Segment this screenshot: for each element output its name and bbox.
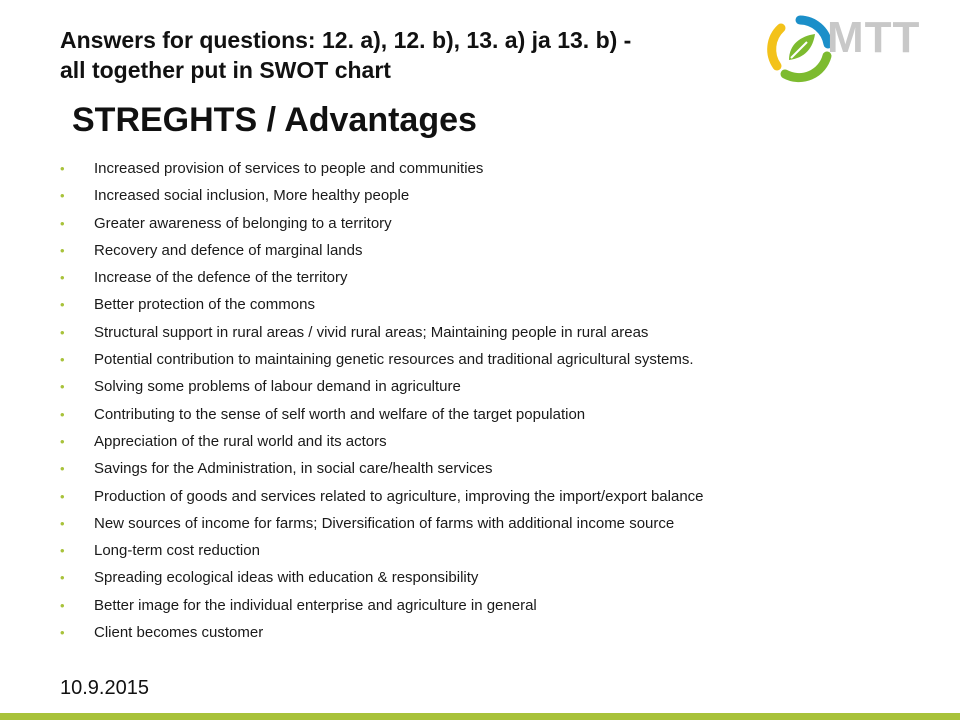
bullet-icon: • [60,433,65,449]
page-title-line-2: all together put in SWOT chart [60,57,391,83]
list-item [60,483,930,510]
bullet-icon: • [60,379,65,395]
bullet-icon: • [60,324,65,340]
bullet-icon: • [60,270,65,286]
list-item-text: Production of goods and services related to agriculture, improving the import/export balance [94,487,704,505]
list-item [60,155,930,182]
slide-date: 10.9.2015 [60,677,149,699]
bullet-icon: • [60,161,65,176]
list-item [60,401,930,428]
list-item-text: Increase of the defence of the territory [94,269,348,287]
bullet-icon: • [60,297,65,313]
bullet-list [60,155,930,646]
list-item [60,428,930,455]
bullet-icon: • [60,406,65,422]
list-item [60,237,930,264]
bullet-icon: • [60,188,65,204]
bullet-icon: • [60,625,65,641]
list-item-text: Spreading ecological ideas with education & responsibility [94,569,479,587]
list-item [60,291,930,318]
bullet-icon: • [60,597,65,613]
list-item-text: Appreciation of the rural world and its actors [94,432,387,450]
list-item-text: Long-term cost reduction [94,542,260,560]
list-item-text: Potential contribution to maintaining genetic resources and traditional agricultural systems. [94,351,694,369]
list-item-text: Solving some problems of labour demand in agriculture [94,378,461,396]
list-item [60,264,930,291]
footer-bar [0,713,960,720]
list-item [60,510,930,537]
list-item-text: Better image for the individual enterprise and agriculture in general [94,596,537,614]
bullet-icon: • [60,242,65,258]
bullet-icon: • [60,543,65,559]
list-item [60,373,930,400]
bullet-icon: • [60,215,65,231]
list-item [60,537,930,564]
list-item [60,346,930,373]
bullet-icon: • [60,352,65,368]
page-title [60,25,880,85]
list-item-text: New sources of income for farms; Diversification of farms with additional income source [94,514,675,532]
list-item-text: Greater awareness of belonging to a territory [94,214,392,232]
bullet-icon: • [60,570,65,586]
list-item-text: Increased provision of services to people and communities [94,160,484,177]
list-item [60,319,930,346]
list-item [60,592,930,619]
bullet-icon: • [60,488,65,504]
list-item [60,619,930,646]
list-item [60,455,930,482]
page-title-line-1: Answers for questions: 12. a), 12. b), 13. a) ja 13. b) - [60,27,632,53]
mtt-logo-text: MTT [827,13,921,62]
list-item-text: Contributing to the sense of self worth and welfare of the target population [94,405,586,423]
list-item-text: Savings for the Administration, in social care/health services [94,460,493,478]
list-item-text: Better protection of the commons [94,296,315,314]
bullet-icon: • [60,461,65,477]
list-item [60,210,930,237]
list-item-text: Increased social inclusion, More healthy people [94,187,410,205]
list-item-text: Structural support in rural areas / vivid rural areas; Maintaining people in rural areas [94,323,649,341]
list-item-text: Client becomes customer [94,624,264,642]
list-item-text: Recovery and defence of marginal lands [94,241,363,259]
section-heading: STREGHTS / Advantages [72,101,477,139]
list-item [60,564,930,591]
bullet-icon: • [60,515,65,531]
list-item [60,182,930,209]
